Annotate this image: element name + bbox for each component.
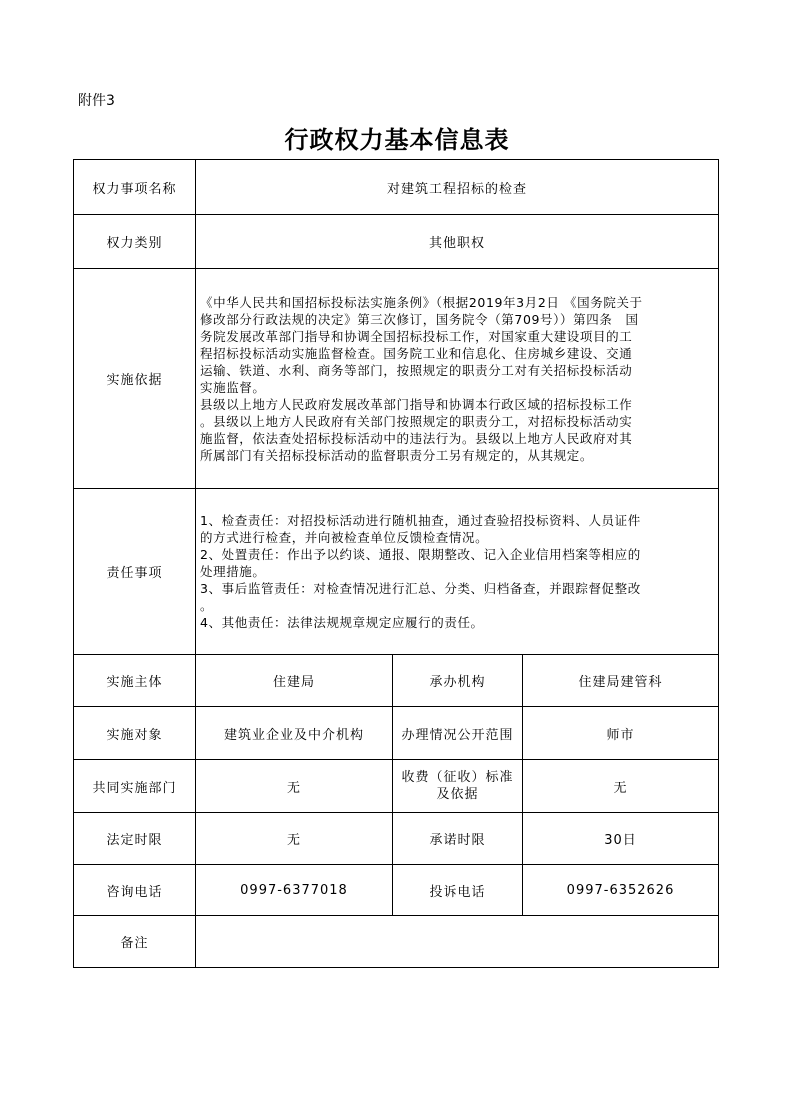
page-title: 行政权力基本信息表: [284, 126, 510, 154]
value-complaint: 0997-6352626: [523, 865, 719, 916]
row-phone: [74, 865, 719, 916]
basis-line: 运输、铁道、水利、商务等部门，按照规定的职责分工对有关招标投标活动: [200, 362, 633, 378]
duty-line: 3、事后监管责任：对检查情况进行汇总、分类、归档备查，并跟踪督促整改: [200, 581, 641, 596]
row-limit: [74, 813, 719, 865]
row-remark: [74, 916, 719, 968]
basis-line: 所属部门有关招标投标活动的监督职责分工另有规定的，从其规定。: [200, 447, 594, 463]
label-target: 实施对象: [74, 707, 196, 760]
value-category: 其他职权: [196, 215, 719, 269]
basis-line: 实施监督。: [200, 379, 266, 395]
label-promise: 承诺时限: [393, 813, 523, 865]
duty-line: 1、检查责任：对招投标活动进行随机抽查，通过查验招投标资料、人员证件: [200, 513, 641, 528]
row-name: [74, 160, 719, 215]
label-name: 权力事项名称: [74, 160, 196, 215]
duty-line: 2、处置责任：作出予以约谈、通报、限期整改、记入企业信用档案等相应的: [200, 547, 641, 562]
value-promise: 30日: [523, 813, 719, 865]
label-complaint: 投诉电话: [393, 865, 523, 916]
row-joint: [74, 760, 719, 813]
value-disclosure: 师市: [523, 707, 719, 760]
label-basis: 实施依据: [74, 269, 196, 489]
row-duties: [74, 489, 719, 655]
attachment-label: 附件3: [78, 93, 115, 109]
label-duties: 责任事项: [74, 489, 196, 655]
value-fee: 无: [523, 760, 719, 813]
value-subject: 住建局: [196, 655, 393, 707]
basis-line: 。县级以上地方人民政府有关部门按照规定的职责分工，对招标投标活动实: [200, 413, 633, 429]
value-handler: 住建局建管科: [523, 655, 719, 707]
value-phone: 0997-6377018: [196, 865, 393, 916]
row-basis: [74, 269, 719, 489]
label-fee: 收费（征收）标准及依据: [393, 760, 523, 813]
basis-line: 务院发展改革部门指导和协调全国招标投标工作，对国家重大建设项目的工: [200, 328, 633, 344]
label-disclosure: 办理情况公开范围: [393, 707, 523, 760]
label-phone: 咨询电话: [74, 865, 196, 916]
value-remark: [196, 916, 719, 968]
label-joint: 共同实施部门: [74, 760, 196, 813]
label-handler: 承办机构: [393, 655, 523, 707]
row-subject: [74, 655, 719, 707]
value-name: 对建筑工程招标的检查: [196, 160, 719, 215]
duty-line: 4、其他责任：法律法规规章规定应履行的责任。: [200, 615, 484, 630]
value-limit: 无: [196, 813, 393, 865]
basis-line: 程招标投标活动实施监督检查。国务院工业和信息化、住房城乡建设、交通: [200, 345, 633, 361]
basis-line: 施监督，依法查处招标投标活动中的违法行为。县级以上地方人民政府对其: [200, 430, 633, 446]
info-table: [73, 159, 719, 968]
value-target: 建筑业企业及中介机构: [196, 707, 393, 760]
label-subject: 实施主体: [74, 655, 196, 707]
row-category: [74, 215, 719, 269]
duty-line: 。: [200, 598, 214, 613]
duty-line: 的方式进行检查，并向被检查单位反馈检查情况。: [200, 530, 489, 545]
basis-line: 县级以上地方人民政府发展改革部门指导和协调本行政区域的招标投标工作: [200, 396, 633, 412]
value-basis: [196, 269, 719, 489]
basis-line: 修改部分行政法规的决定》第三次修订，国务院令（第709号））第四条 国: [200, 311, 639, 327]
row-target: [74, 707, 719, 760]
label-category: 权力类别: [74, 215, 196, 269]
basis-line: 《中华人民共和国招标投标法实施条例》（根据2019年3月2日 《国务院关于: [200, 294, 643, 310]
label-limit: 法定时限: [74, 813, 196, 865]
value-joint: 无: [196, 760, 393, 813]
duty-line: 处理措施。: [200, 564, 266, 579]
value-duties: [196, 489, 719, 655]
label-remark: 备注: [74, 916, 196, 968]
